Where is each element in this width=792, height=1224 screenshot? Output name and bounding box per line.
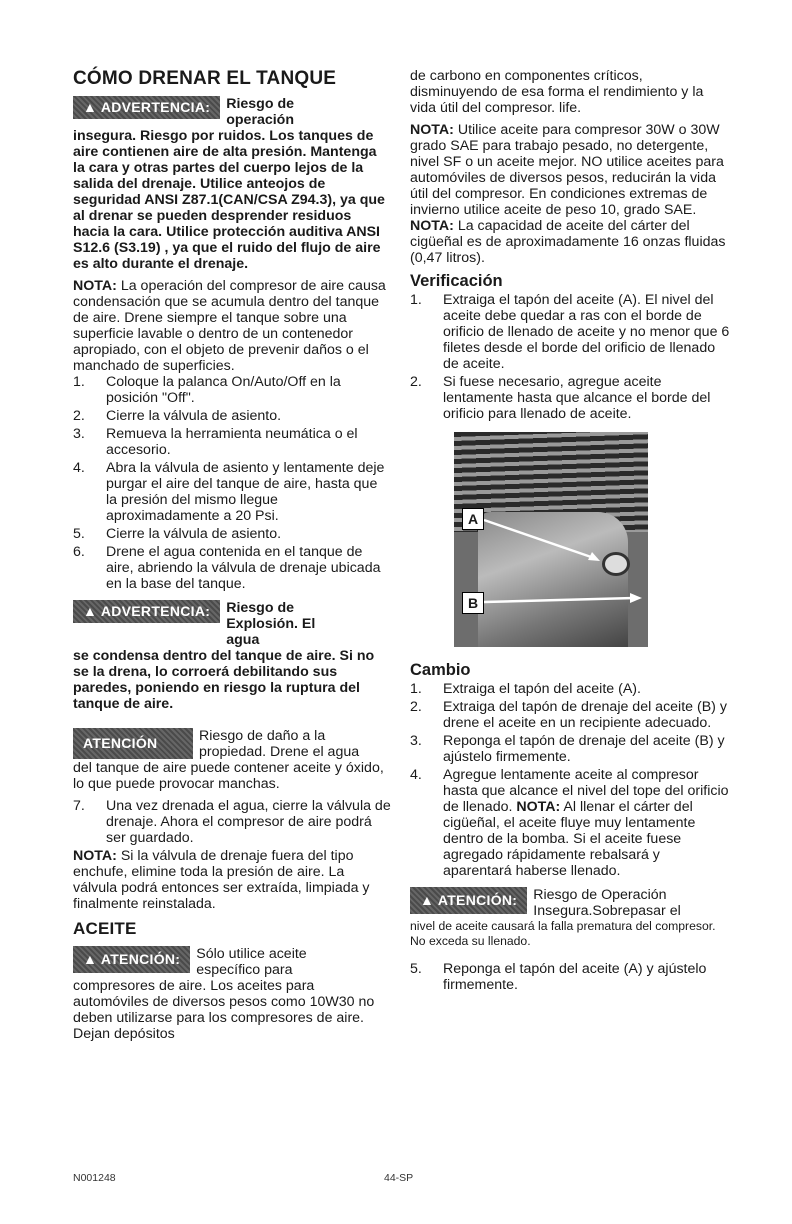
caution-block-2 <box>73 946 391 978</box>
caution-text: del tanque de aire puede contener aceite y óxido, lo que puede provocar manchas. <box>73 760 384 792</box>
caution-block-3 <box>410 887 732 919</box>
change-steps <box>410 681 732 765</box>
caution-text: compresores de aire. Los aceites para automóviles de diversos pesos como 10W30 no deben utilizarse para los compresores de aire. Dejan depósitos <box>73 978 375 1042</box>
section-title-oil: ACEITE <box>73 919 137 938</box>
list-item: 3. Remueva la herramienta neumática o el accesorio. <box>73 426 358 458</box>
list-item: 1. Coloque la palanca On/Auto/Off en la posición "Off". <box>73 374 341 406</box>
caution-lead: Riesgo de daño a la propiedad. Drene el agua <box>199 728 360 760</box>
page-number: 44-SP <box>384 1172 414 1184</box>
warning-lead: Riesgo de Explosión. El agua <box>226 600 316 648</box>
callout-label-a: A <box>462 508 484 530</box>
list-item: 2. Extraiga del tapón de drenaje del aceite (B) y drene el aceite en un recipiente adecuado. <box>410 699 727 731</box>
verification-steps <box>410 292 732 422</box>
warning-lead: Riesgo de operación <box>226 96 295 128</box>
list-item: 2. Si fuese necesario, agregue aceite lentamente hasta que alcance el borde del orificio para llenado de aceite. <box>410 374 711 422</box>
drain-step-7 <box>73 798 391 846</box>
list-item: 5. Reponga el tapón del aceite (A) y ajústelo firmemente. <box>410 961 707 993</box>
oil-continued-text: de carbono en componentes críticos, disminuyendo de esa forma el rendimiento y la vida útil del compresor. life. <box>410 68 704 116</box>
list-item: 3. Reponga el tapón de drenaje del aceite (B) y ajústelo firmemente. <box>410 733 725 765</box>
warning-badge: ▲ ADVERTENCIA: <box>73 600 220 623</box>
compressor-photo <box>454 432 648 647</box>
section-title-change: Cambio <box>410 661 471 679</box>
section-title-drain: CÓMO DRENAR EL TANQUE <box>73 68 337 89</box>
warning-text: insegura. Riesgo por ruidos. Los tanques de aire contienen aire de alta presión. Mantenga la cara y otras partes del cuerpo lejos de la salida del drenaje. Utilice anteojos de seguridad ANSI Z87.1(CAN/CSA Z94.3), ya que al drenar se pueden desprender residuos hacia la cara. Utilice protección auditiva ANSI S12.6 (S3.19) , ya que el ruido del flujo de aire es alto durante el drenaje. <box>73 128 385 272</box>
warning-text: se condensa dentro del tanque de aire. Si no se la drena, lo corroerá debilitando sus paredes, poniendo en riesgo la ruptura del tanque de aire. <box>73 648 375 712</box>
document-code: N001248 <box>73 1172 116 1184</box>
callout-label-b: B <box>462 592 484 614</box>
callout-arrows <box>454 432 648 647</box>
note-condensation: NOTA: La operación del compresor de aire causa condensación que se acumula dentro del tanque de aire. Drene siempre el tanque sobre una superficie lavable o dentro de un contenedor apropiado, con el objeto de prevenir daños o el manchado de superficies. <box>73 278 386 374</box>
list-item: 7. Una vez drenada el agua, cierre la válvula de drenaje. Ahora el compresor de aire podrá ser guardado. <box>73 798 391 846</box>
caution-badge: ▲ ATENCIÓN: <box>410 887 527 914</box>
left-column <box>73 68 391 1042</box>
note-plug-valve: NOTA: Si la válvula de drenaje fuera del tipo enchufe, elimine toda la presión de aire. La válvula podrá entonces ser extraída, limpiada y finalmente reinstalada. <box>73 848 370 912</box>
list-item: 1. Extraiga el tapón del aceite (A). El nivel del aceite debe quedar a ras con el borde de orificio de llenado de aceite y no menor que 6 filetes desde el borde del orificio de llenado de aceite. <box>410 292 730 372</box>
change-step-4 <box>410 767 732 879</box>
warning-badge: ▲ ADVERTENCIA: <box>73 96 220 119</box>
warning-block-1 <box>73 96 391 128</box>
note-oil-capacity: NOTA: La capacidad de aceite del cárter del cigüeñal es de aproximadamente 16 onzas fluidas (0,47 litros). <box>410 218 726 266</box>
change-step-5 <box>410 961 732 993</box>
list-item: 6. Drene el agua contenida en el tanque de aire, abriendo la válvula de drenaje ubicada en la base del tanque. <box>73 544 381 592</box>
caution-lead: Sólo utilice aceite específico para <box>196 946 307 978</box>
warning-block-2 <box>73 600 391 648</box>
list-item: 1. Extraiga el tapón del aceite (A). <box>410 681 641 697</box>
caution-lead: Riesgo de Operación Insegura.Sobrepasar el <box>533 887 681 919</box>
caution-badge: ATENCIÓN <box>73 728 193 759</box>
note-oil-type: NOTA: Utilice aceite para compresor 30W o 30W grado SAE para trabajo pesado, no detergente, nivel SF o un aceite mejor. NO utilice aceites para automóviles de diversos pesos, reducirán la vida útil del compresor. En condiciones extremas de invierno utilice aceite de peso 10, grado SAE. <box>410 122 724 218</box>
right-column <box>410 68 732 995</box>
caution-text: nivel de aceite causará la falla prematura del compresor. No exceda su llenado. <box>410 919 716 948</box>
list-item: 2. Cierre la válvula de asiento. <box>73 408 282 424</box>
drain-steps <box>73 374 391 592</box>
section-title-verification: Verificación <box>410 272 503 290</box>
list-item: 5. Cierre la válvula de asiento. <box>73 526 282 542</box>
list-item: 4. Abra la válvula de asiento y lentamente deje purgar el aire del tanque de aire, hasta que la presión del mismo llegue aproximadamente a 20 Psi. <box>73 460 385 524</box>
caution-badge: ▲ ATENCIÓN: <box>73 946 190 973</box>
list-item: 4. Agregue lentamente aceite al compresor hasta que alcance el nivel del tope del orificio de llenado. NOTA: Al llenar el cárter del cigüeñal, el aceite fluye muy lentamente dentro de la bomba. Si el aceite fuese agregado rápidamente rebalsará y aparentará haberse llenado. <box>410 767 729 879</box>
caution-block-1 <box>73 728 391 760</box>
